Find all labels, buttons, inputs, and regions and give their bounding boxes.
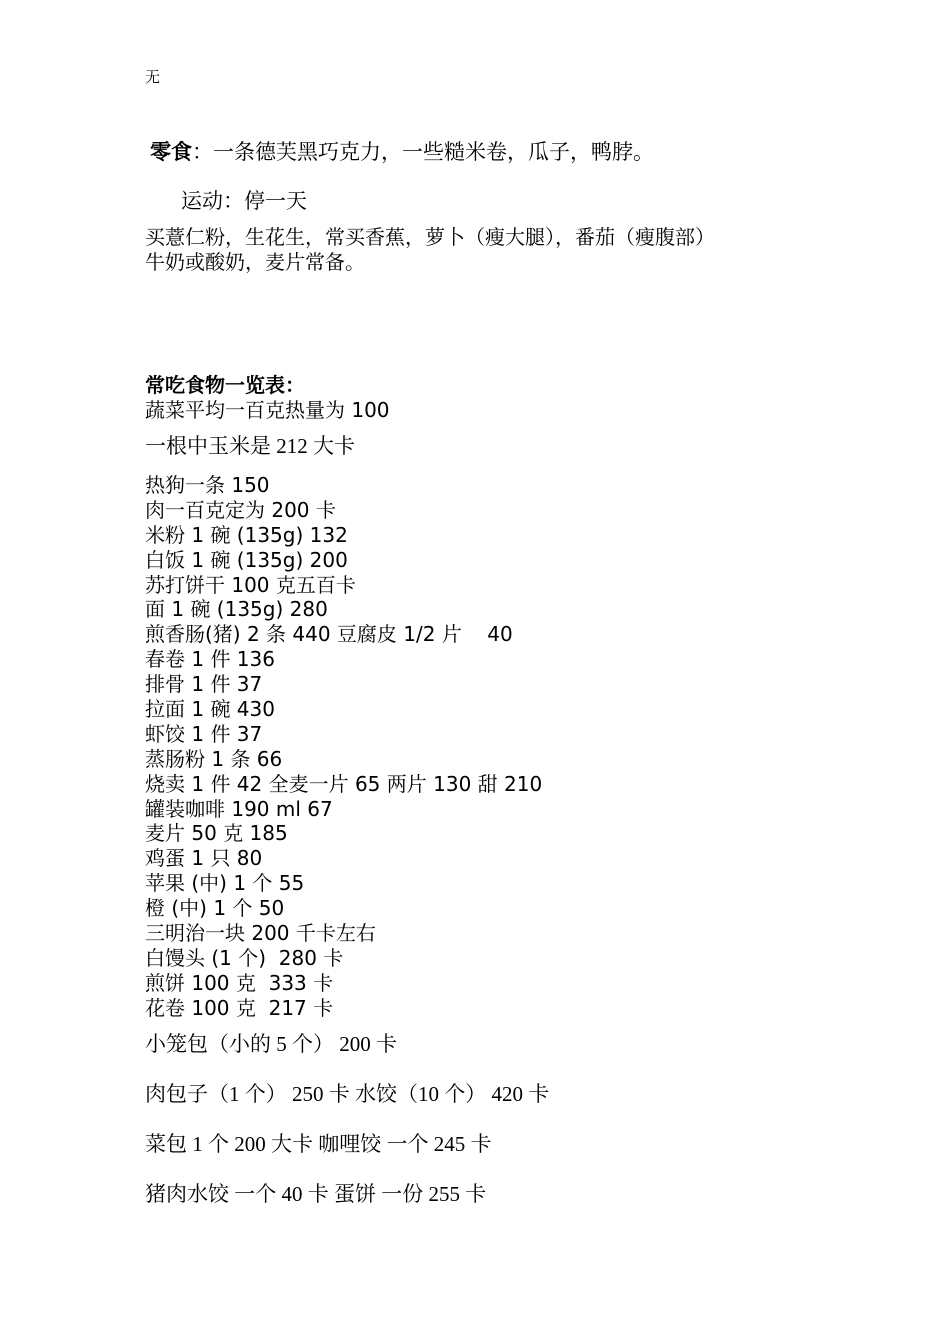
snacks-colon: ： — [192, 140, 213, 164]
list-item: 花卷 100 克 217 卡 — [145, 995, 334, 1020]
list-item: 橙 (中) 1 个 50 — [145, 896, 285, 921]
list-item: 白饭 1 碗 (135g) 200 — [145, 547, 348, 572]
serif-item-3: 菜包 1 个 200 大卡 咖哩饺 一个 245 卡 — [145, 1132, 492, 1156]
serif-item-4: 猪肉水饺 一个 40 卡 蛋饼 一份 255 卡 — [145, 1182, 487, 1206]
shopping-line-1: 买薏仁粉，生花生，常买香蕉，萝卜（瘦大腿），番茄（瘦腹部） — [145, 225, 715, 249]
list-item: 肉一百克定为 200 卡 — [145, 497, 336, 522]
table-title: 常吃食物一览表： — [145, 373, 305, 397]
shopping-line-2: 牛奶或酸奶，麦片常备。 — [145, 250, 365, 274]
list-item: 麦片 50 克 185 — [145, 821, 288, 846]
list-item: 拉面 1 碗 430 — [145, 697, 275, 722]
list-item: 煎香肠(猪) 2 条 440 豆腐皮 1/2 片 40 — [145, 622, 513, 647]
list-item: 鸡蛋 1 只 80 — [145, 846, 263, 871]
food-calorie-list — [145, 473, 542, 1021]
list-item: 罐装咖啡 190 ml 67 — [145, 796, 333, 821]
snacks-text: 一条德芙黑巧克力，一些糙米卷，瓜子，鸭脖。 — [213, 140, 654, 164]
corn-line: 一根中玉米是 212 大卡 — [145, 434, 355, 458]
snacks-label: 零食 — [150, 140, 192, 164]
list-item: 米粉 1 碗 (135g) 132 — [145, 522, 348, 547]
list-item: 苏打饼干 100 克五百卡 — [145, 572, 356, 597]
list-item: 虾饺 1 件 37 — [145, 721, 263, 746]
serif-item-1: 小笼包（小的 5 个） 200 卡 — [145, 1032, 397, 1056]
exercise-line: 运动：停一天 — [181, 189, 307, 213]
list-item: 白馒头 (1 个) 280 卡 — [145, 945, 344, 970]
veg-line: 蔬菜平均一百克热量为 100 — [145, 398, 390, 422]
list-item: 面 1 碗 (135g) 280 — [145, 597, 328, 622]
list-item: 热狗一条 150 — [145, 473, 270, 497]
list-item: 煎饼 100 克 333 卡 — [145, 970, 334, 995]
list-item: 三明治一块 200 千卡左右 — [145, 921, 376, 946]
list-item: 蒸肠粉 1 条 66 — [145, 746, 283, 771]
list-item: 排骨 1 件 37 — [145, 672, 263, 697]
snacks-line — [150, 136, 654, 166]
list-item: 烧卖 1 件 42 全麦一片 65 两片 130 甜 210 — [145, 771, 543, 796]
list-item: 苹果 (中) 1 个 55 — [145, 871, 305, 896]
header-text: 无 — [145, 70, 161, 86]
serif-item-2: 肉包子（1 个） 250 卡 水饺（10 个） 420 卡 — [145, 1082, 550, 1106]
list-item: 春卷 1 件 136 — [145, 647, 275, 672]
